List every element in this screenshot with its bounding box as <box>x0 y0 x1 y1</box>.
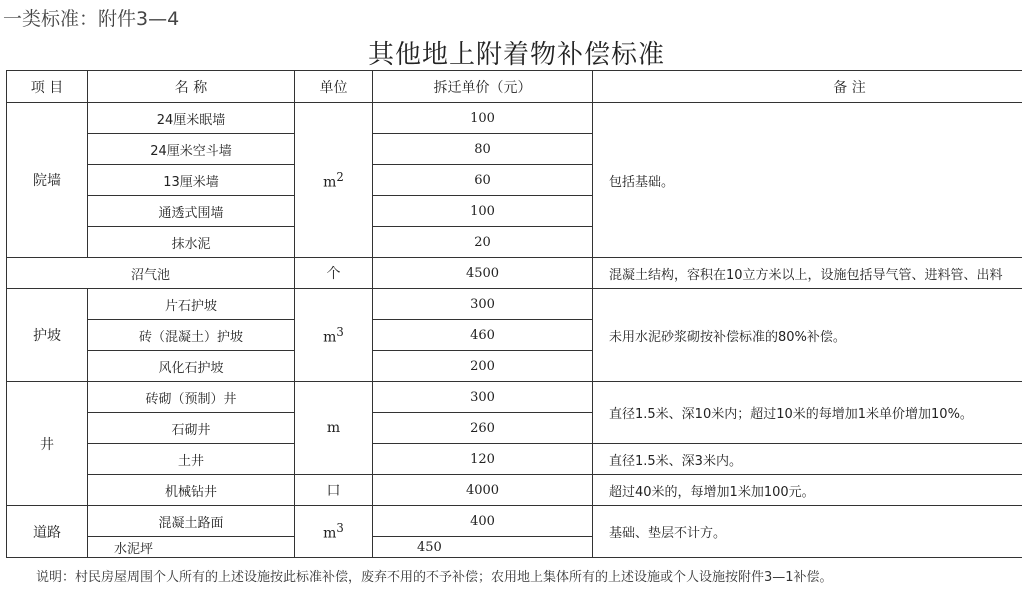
column-header-unit: 单位 <box>295 71 373 103</box>
table-row <box>7 506 1022 537</box>
remark-cell: 包括基础。 <box>593 103 1022 258</box>
price-cell: 120 <box>373 444 593 475</box>
footnote: 说明：村民房屋周围个人所有的上述设施按此标准补偿，废弃不用的不予补偿；农用地上集体所有的上述设施或个人设施按附件3—1补偿。 <box>36 570 833 585</box>
item-name: 24厘米眠墙 <box>88 103 295 134</box>
column-header-remark: 备 注 <box>593 71 1022 103</box>
column-header-name: 名 称 <box>88 71 295 103</box>
item-name: 土井 <box>88 444 295 475</box>
table-row <box>7 382 1022 413</box>
price-cell: 4500 <box>373 258 593 289</box>
item-name: 沼气池 <box>7 258 295 289</box>
price-cell: 4000 <box>373 475 593 506</box>
item-name: 砖砌（预制）井 <box>88 382 295 413</box>
item-name: 水泥坪 <box>88 537 295 558</box>
item-name: 砖（混凝土）护坡 <box>88 320 295 351</box>
remark-cell: 未用水泥砂浆砌按补偿标准的80%补偿。 <box>593 289 1022 382</box>
compensation-table-container <box>6 70 1022 560</box>
table-row <box>7 475 1022 506</box>
remark-cell: 基础、垫层不计方。 <box>593 506 1022 558</box>
price-cell: 260 <box>373 413 593 444</box>
item-name: 24厘米空斗墙 <box>88 134 295 165</box>
price-cell: 300 <box>373 289 593 320</box>
category-cell: 护坡 <box>7 289 88 382</box>
remark-cell: 混凝土结构，容积在10立方米以上，设施包括导气管、进料管、出料 <box>593 258 1022 289</box>
table-row <box>7 444 1022 475</box>
item-name: 机械钻井 <box>88 475 295 506</box>
unit-superscript: 3 <box>336 521 344 536</box>
unit-text: m <box>323 525 337 542</box>
unit-cell <box>295 103 373 258</box>
compensation-table <box>6 70 1022 558</box>
table-row <box>7 289 1022 320</box>
column-header-item: 项 目 <box>7 71 88 103</box>
remark-cell: 超过40米的，每增加1米加100元。 <box>593 475 1022 506</box>
price-cell: 300 <box>373 382 593 413</box>
table-row <box>7 258 1022 289</box>
price-cell: 80 <box>373 134 593 165</box>
price-cell: 100 <box>373 103 593 134</box>
unit-superscript: 3 <box>336 324 344 339</box>
attachment-label: 一类标准：附件3—4 <box>3 8 180 30</box>
price-cell: 200 <box>373 351 593 382</box>
unit-cell: 口 <box>295 475 373 506</box>
price-cell: 100 <box>373 196 593 227</box>
unit-cell <box>295 289 373 382</box>
unit-cell <box>295 506 373 558</box>
item-name: 混凝土路面 <box>88 506 295 537</box>
unit-cell: 个 <box>295 258 373 289</box>
unit-superscript: 2 <box>336 169 344 184</box>
price-cell: 460 <box>373 320 593 351</box>
unit-cell: m <box>295 382 373 475</box>
item-name: 片石护坡 <box>88 289 295 320</box>
unit-text: m <box>323 329 337 346</box>
table-row <box>7 103 1022 134</box>
price-cell: 60 <box>373 165 593 196</box>
category-cell: 道路 <box>7 506 88 558</box>
table-header-row <box>7 71 1022 103</box>
price-cell: 20 <box>373 227 593 258</box>
item-name: 石砌井 <box>88 413 295 444</box>
category-cell: 井 <box>7 382 88 506</box>
item-name: 抹水泥 <box>88 227 295 258</box>
price-cell: 450 <box>373 537 593 558</box>
price-cell: 400 <box>373 506 593 537</box>
item-name: 13厘米墙 <box>88 165 295 196</box>
item-name: 通透式围墙 <box>88 196 295 227</box>
page-title: 其他地上附着物补偿标准 <box>368 40 666 70</box>
unit-text: m <box>323 174 337 191</box>
category-cell: 院墙 <box>7 103 88 258</box>
remark-cell: 直径1.5米、深3米内。 <box>593 444 1022 475</box>
remark-cell: 直径1.5米、深10米内；超过10米的每增加1米单价增加10%。 <box>593 382 1022 444</box>
column-header-price: 拆迁单价（元） <box>373 71 593 103</box>
item-name: 风化石护坡 <box>88 351 295 382</box>
